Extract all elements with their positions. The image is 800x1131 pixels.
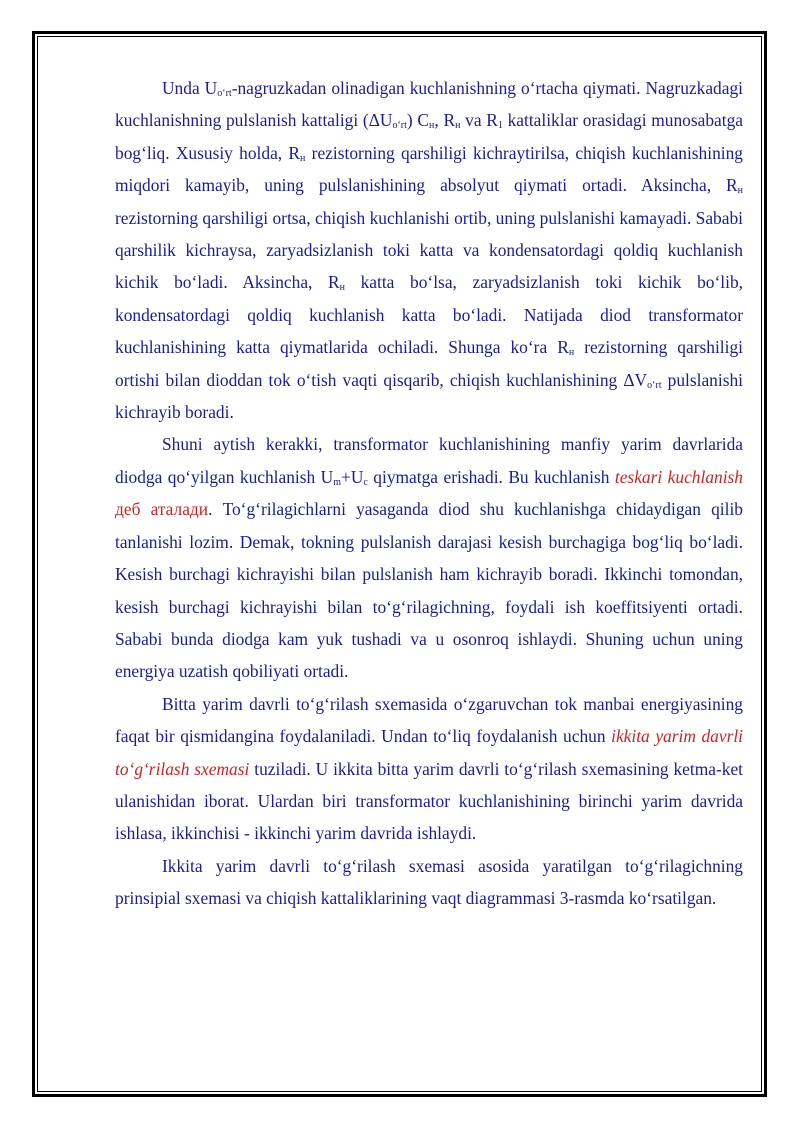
text-run: , R bbox=[434, 110, 456, 131]
text-run: katta bo‘lsa, zaryadsizlanish toki kichik bo‘lib, kondensatordagi qoldiq kuchlanish katta bo‘ladi. Natijada diod transformator kuchlanishining katta qiymatlarida ochiladi. Shunga ko‘ra R bbox=[115, 272, 743, 358]
text-run: tuziladi. U ikkita bitta yarim davrli to‘g‘rilash sxemasining ketma-ket ulanishidan iborat. Ulardan biri transformator kuchlanishining birinchi yarim davrida ishlasa, ikkinchisi - ikkinchi yarim davrida ishlaydi. bbox=[115, 758, 743, 844]
subscript: н bbox=[455, 120, 461, 132]
text-run: kattaliklar orasidagi munosabatga bog‘liq. Xususiy holda, R bbox=[115, 110, 744, 163]
paragraph bbox=[115, 850, 743, 915]
text-run: Bitta yarim davrli to‘g‘rilash sxemasida o‘zgaruvchan tok manbai energiyasining faqat bir qismidangina foydalaniladi. Undan to‘liq foydalanish uchun bbox=[115, 693, 743, 747]
paragraph bbox=[115, 428, 743, 687]
subscript: o‘rt bbox=[217, 88, 232, 99]
paragraph bbox=[115, 688, 743, 850]
emphasized-term: teskari kuchlanish bbox=[614, 466, 744, 487]
text-run: rezistorning qarshiligi kichraytirilsa, chiqish kuchlanishining miqdori kamayib, uning pulslanishining absolyut qiymati ortadi. Aksincha, R bbox=[115, 142, 743, 196]
text-run: Shuni aytish kerakki, transformator kuchlanishining manfiy yarim davrlarida diodga qo‘yilgan kuchlanish U bbox=[115, 434, 743, 487]
subscript: o‘rt bbox=[647, 379, 662, 391]
text-run: ) C bbox=[406, 110, 430, 131]
document-body bbox=[115, 72, 743, 915]
subscript: н bbox=[429, 120, 435, 132]
highlighted-text: деб аталади bbox=[115, 499, 209, 520]
text-run: . To‘g‘rilagichlarni yasaganda diod shu kuchlanishga chidaydigan qilib tanlanishi lozim. Demak, tokning pulslanish darajasi kesish burchagiga bog‘liq bo‘ladi. Kesish burchagi kichrayishi bilan pulslanish ham kichrayib boradi. Ikkinchi tomondan, kesish burchagi kichrayishi bilan to‘g‘rilagichning, foydali ish koeffitsiyenti ortadi. Sababi bunda diodga kam yuk tushadi va u osonroq ishlaydi. Shuning uchun uning energiya uzatish qobiliyati ortadi. bbox=[115, 499, 743, 682]
text-run: +U bbox=[341, 466, 364, 487]
text-run: Ikkita yarim davrli to‘g‘rilash sxemasi asosida yaratilgan to‘g‘rilagichning prinsipial sxemasi va chiqish kattaliklarining vaqt diagrammasi 3-rasmda ko‘rsatilgan. bbox=[115, 855, 743, 909]
subscript: н bbox=[568, 347, 575, 359]
text-run: rezistorning qarshiligi ortishi bilan dioddan tok o‘tish vaqti qisqarib, chiqish kuchlanishining ΔV bbox=[115, 337, 743, 390]
subscript: m bbox=[333, 476, 342, 488]
text-run: pulslanishi kichrayib boradi. bbox=[115, 369, 743, 423]
text-run: -nagruzkadan olinadigan kuchlanishning o‘rtacha qiymati. Nagruzkadagi kuchlanishning pulslanish kattaligi (ΔU bbox=[115, 78, 743, 131]
subscript: c bbox=[363, 476, 368, 488]
subscript: н bbox=[737, 185, 743, 197]
text-run: va R bbox=[460, 110, 498, 131]
subscript: 1 bbox=[497, 120, 503, 132]
text-run: rezistorning qarshiligi ortsa, chiqish kuchlanishi ortib, uning pulslanishi kamayadi. Sababi qarshilik kichraysa, zaryadsizlanish toki katta va kondensatordagi qoldiq kuchlanish kichik bo‘ladi. Aksincha, R bbox=[115, 207, 743, 293]
subscript: o‘rt bbox=[392, 120, 407, 132]
subscript: н bbox=[300, 152, 306, 164]
text-run: qiymatga erishadi. Bu kuchlanish bbox=[367, 466, 615, 487]
text-run: Unda U bbox=[162, 78, 218, 98]
emphasized-term: ikkita yarim davrli to‘g‘rilash sxemasi bbox=[115, 726, 744, 779]
subscript: н bbox=[339, 282, 345, 294]
paragraph bbox=[115, 72, 743, 428]
